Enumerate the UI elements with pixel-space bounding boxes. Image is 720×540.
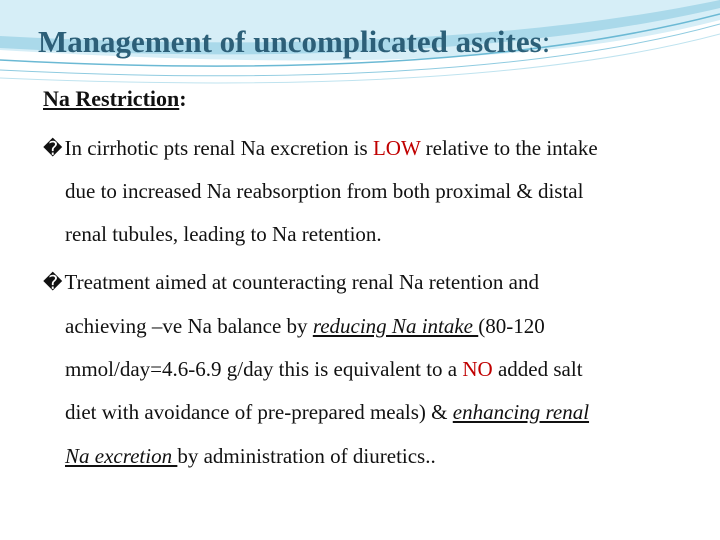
bullet-1-text-a: In cirrhotic pts renal Na excretion is bbox=[64, 136, 373, 160]
bullet-2-text-c: (80-120 bbox=[478, 314, 545, 338]
bullet-2-text-f: diet with avoidance of pre-prepared meals) & bbox=[65, 400, 453, 424]
bullet-1-line-3: renal tubules, leading to Na retention. bbox=[65, 222, 382, 246]
bullet-2-line-1 bbox=[43, 272, 539, 293]
bullet-2-emph-excretion: Na excretion bbox=[65, 444, 178, 468]
subheading-text: Na Restriction bbox=[43, 86, 180, 111]
slide-title-text: Management of uncomplicated ascites bbox=[38, 24, 542, 59]
slide-title-colon: : bbox=[541, 24, 551, 59]
bullet-2-line-4 bbox=[65, 402, 589, 423]
bullet-2-text-a: Treatment aimed at counteracting renal Na retention and bbox=[64, 270, 539, 294]
bullet-2-line-3 bbox=[65, 359, 583, 380]
bullet-2-highlight-no: NO bbox=[462, 357, 493, 381]
bullet-marker-icon: � bbox=[43, 138, 63, 160]
bullet-1-text-b: relative to the intake bbox=[420, 136, 598, 160]
bullet-1-line-1 bbox=[43, 138, 598, 159]
bullet-1-line-2: due to increased Na reabsorption from both proximal & distal bbox=[65, 179, 584, 203]
slide-title bbox=[38, 24, 550, 60]
subheading-colon: : bbox=[179, 86, 187, 111]
bullet-2-emph-reducing-intake: reducing Na intake bbox=[312, 314, 479, 338]
bullet-2-text-e: added salt bbox=[492, 357, 583, 381]
bullet-1-highlight-low: LOW bbox=[372, 136, 421, 160]
bullet-2-line-5 bbox=[65, 446, 436, 467]
bullet-2-line-2 bbox=[65, 316, 545, 337]
bullet-2-emph-enhancing: enhancing renal bbox=[452, 400, 590, 424]
bullet-2-text-d: mmol/day=4.6-6.9 g/day this is equivalent to a bbox=[65, 357, 463, 381]
bullet-2-text-g: by administration of diuretics.. bbox=[177, 444, 436, 468]
section-subheading bbox=[43, 86, 187, 112]
bullet-2-text-b: achieving –ve Na balance by bbox=[65, 314, 313, 338]
bullet-marker-icon: � bbox=[43, 272, 63, 294]
